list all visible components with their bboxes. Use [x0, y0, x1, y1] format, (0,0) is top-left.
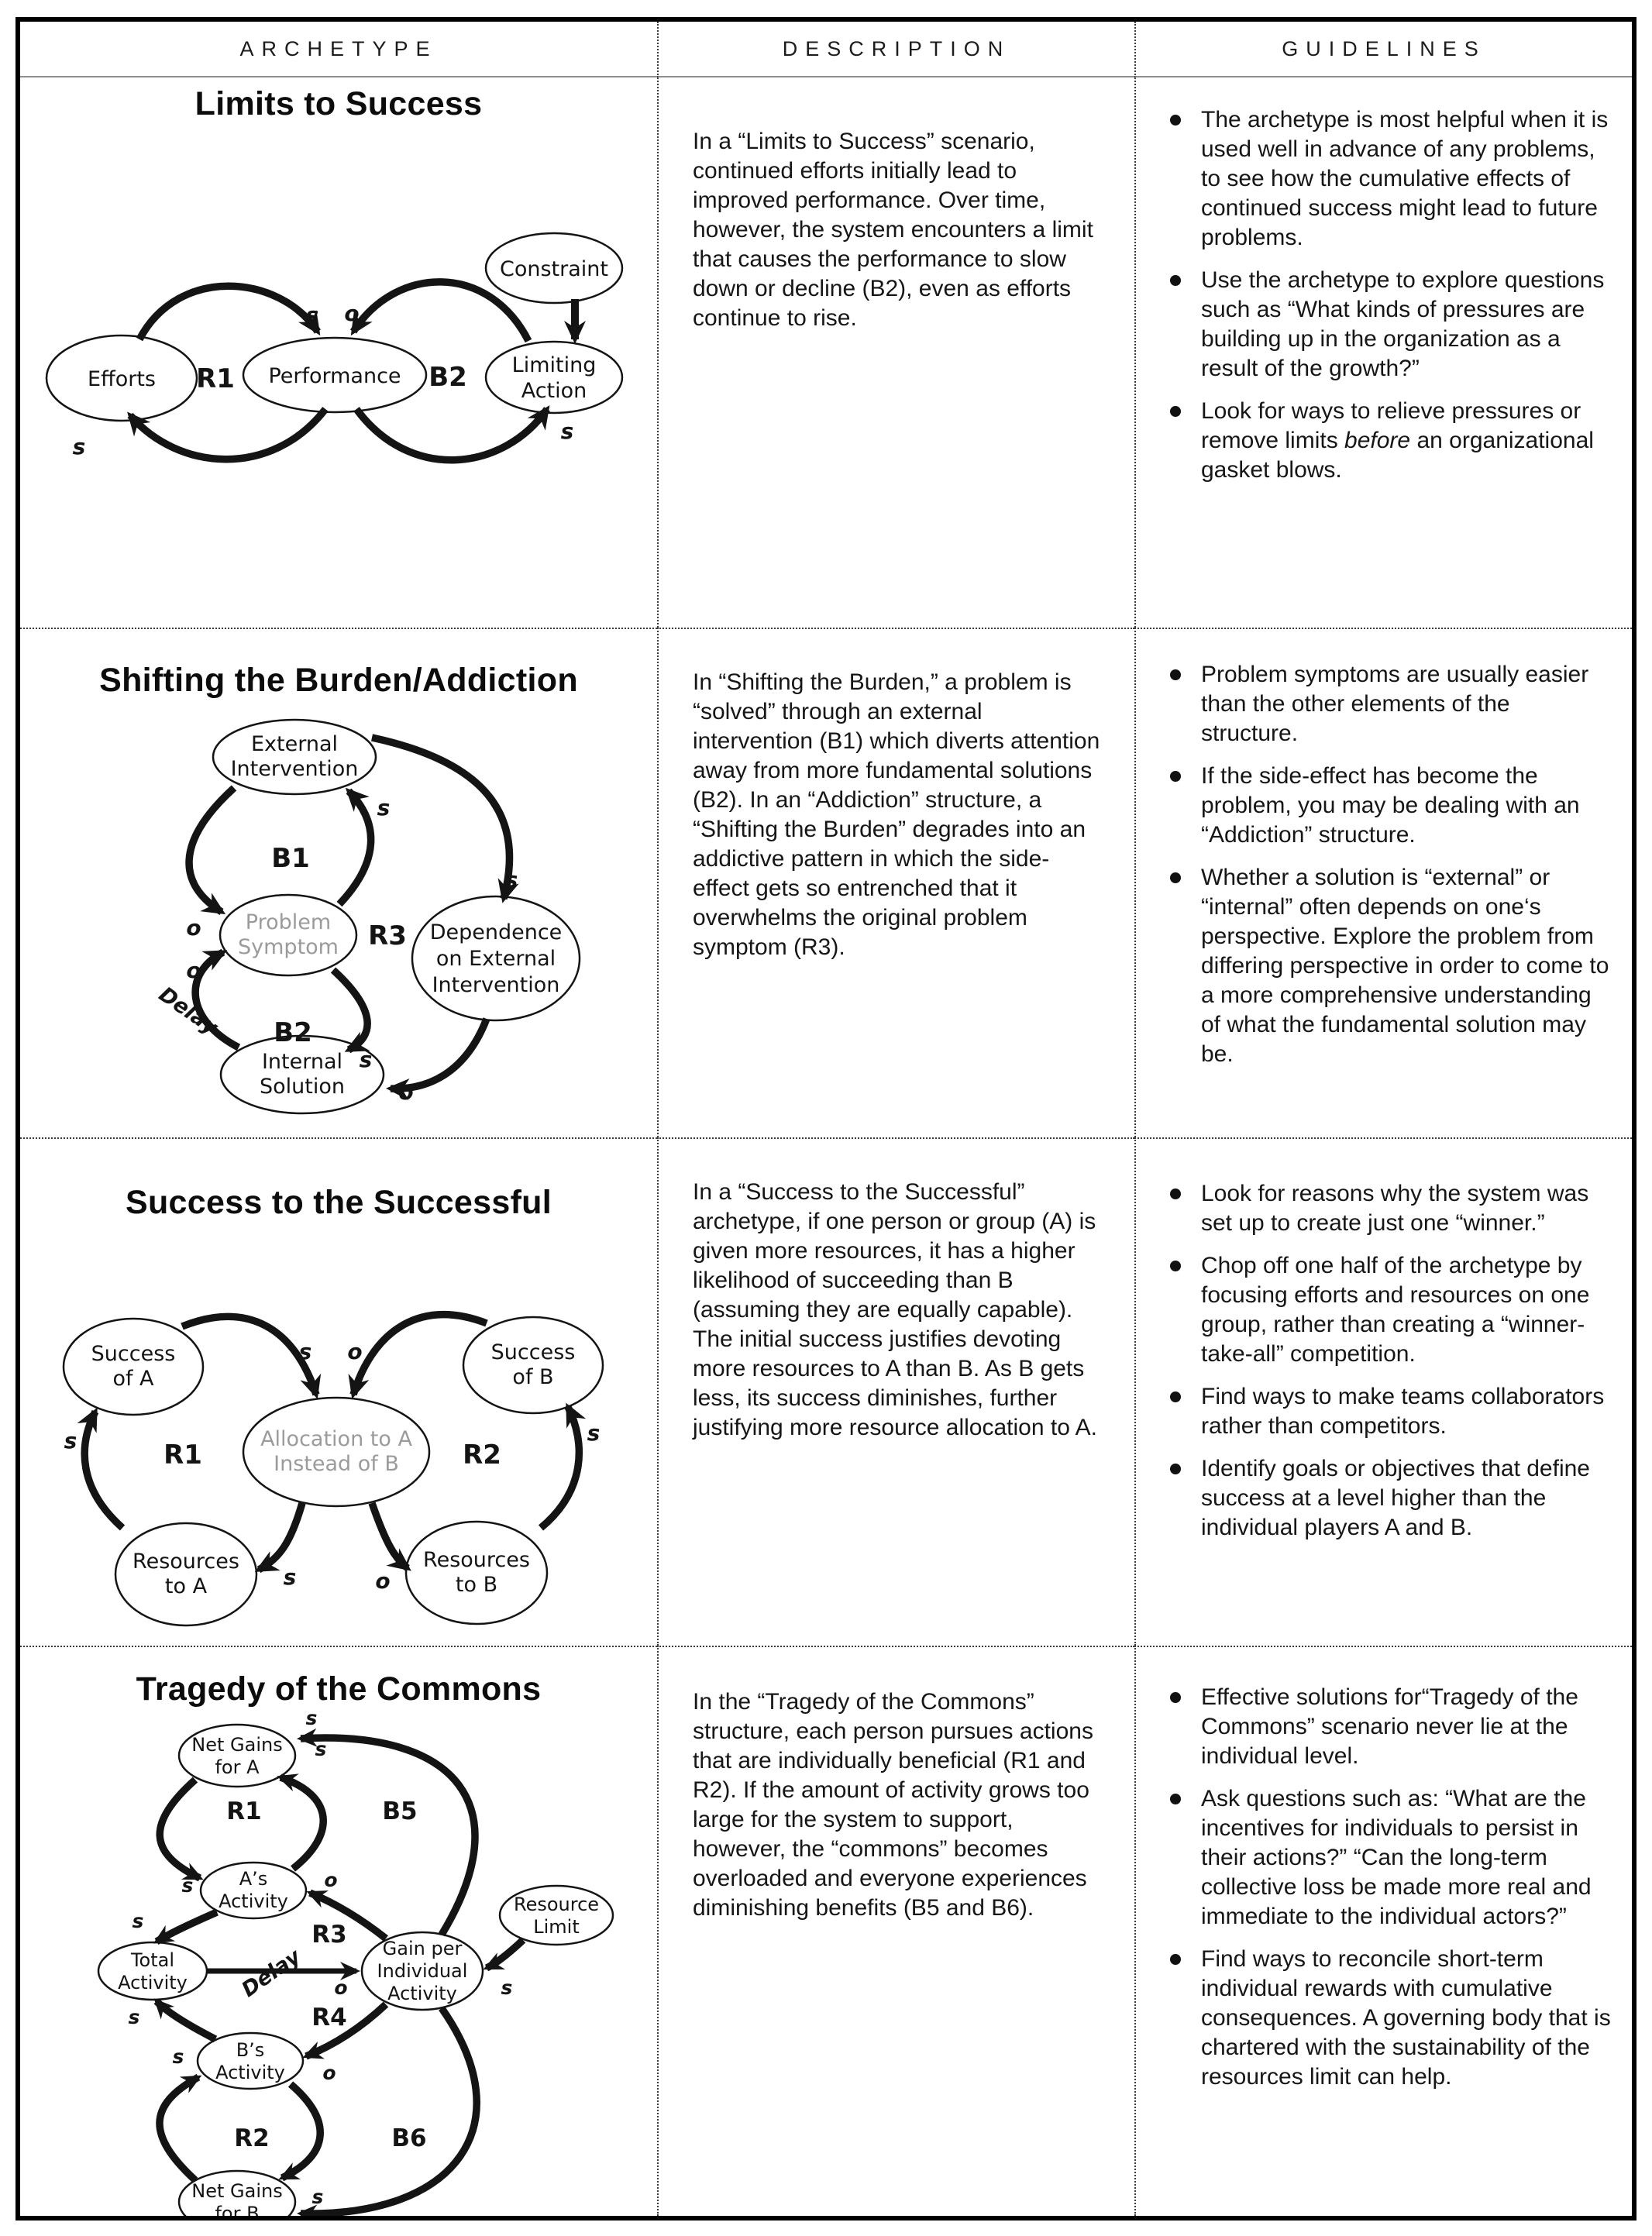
arrow-dependence-internal [391, 1019, 487, 1089]
description-cell-tragedy-of-commons [657, 1646, 1134, 2216]
node-limiting-label-1: Limiting [511, 353, 597, 377]
link-label-s: s [504, 867, 518, 893]
archetype-cell-success-to-successful [20, 1137, 657, 1646]
node-resources-a-label-1: Resources [133, 1550, 239, 1574]
guidelines-list [1165, 105, 1612, 485]
link-label-s: s [64, 1428, 77, 1453]
link-label-s: s [305, 1707, 318, 1729]
node-internal-label-2: Solution [260, 1075, 345, 1099]
guideline-text: Ask questions such as: “What are the incentives for individuals to persist in their actions?” “Can the long-term collective loss be made more real and immediate to the individual actors?” [1201, 1786, 1592, 1929]
diagram-success-to-successful [23, 1303, 651, 1636]
node-allocation-label-1: Allocation to A [260, 1427, 412, 1451]
link-label-o: o [344, 301, 360, 326]
loop-label-r3: R3 [368, 920, 407, 951]
guidelines-cell-tragedy-of-commons [1134, 1646, 1632, 2216]
loop-label-r3: R3 [311, 1921, 347, 1949]
node-problem-label-2: Symptom [238, 935, 339, 959]
archetype-cell-tragedy-of-commons [20, 1646, 657, 2236]
node-dependence-label-2: on External [435, 947, 556, 971]
link-label-o: o [324, 1869, 338, 1891]
loop-label-b2: B2 [428, 362, 467, 393]
loop-label-b5: B5 [382, 1797, 418, 1825]
diagram-shifting-the-burden [31, 718, 651, 1117]
bullet-icon [1170, 1794, 1181, 1804]
description-cell-limits-to-success [657, 77, 1134, 628]
bullet-icon [1170, 872, 1181, 883]
node-resources-b-label-2: to B [455, 1573, 498, 1597]
arrow-bactivity-netb [282, 2084, 320, 2178]
guidelines-list [1165, 1179, 1612, 1543]
guideline-item [1165, 863, 1612, 1069]
guideline-text: The archetype is most helpful when it is used well in advance of any problems, to see how the cumulative effects of continued success might lead to future problems. [1201, 107, 1609, 250]
arrow-successa-allocation [182, 1316, 316, 1395]
guideline-text: Look for ways to relieve pressures or remove limits before an organizational gasket blows. [1201, 398, 1594, 483]
link-label-o: o [186, 915, 201, 941]
description-cell-success-to-successful [657, 1137, 1134, 1646]
node-gain-label-1: Gain per [382, 1938, 463, 1959]
bullet-icon [1170, 1261, 1181, 1271]
arrow-aactivity-total [157, 1912, 217, 1942]
link-label-s: s [501, 1976, 513, 1999]
link-label-o: o [375, 1568, 391, 1594]
loop-label-b1: B1 [271, 843, 310, 874]
arrow-performance-limiting [356, 409, 547, 460]
loop-label-r2: R2 [463, 1440, 501, 1471]
node-resource-label-1: Resource [513, 1894, 600, 1915]
node-net-gains-b-label-1: Net Gains [191, 2180, 283, 2202]
arrow-allocation-resourcesb [372, 1503, 408, 1568]
link-label-s: s [181, 1874, 194, 1897]
node-constraint-label: Constraint [500, 257, 608, 281]
archetype-title: Shifting the Burden/Addiction [99, 662, 578, 699]
node-b-activity-label-2: Activity [215, 2062, 285, 2083]
node-allocation-label-2: Instead of B [274, 1452, 399, 1476]
column-header-guidelines-label: GUIDELINES [1282, 36, 1486, 60]
link-label-o: o [322, 2062, 336, 2084]
guidelines-cell-limits-to-success [1134, 77, 1632, 628]
delay-label: Delay [237, 1944, 305, 2003]
node-a-activity-label-2: Activity [219, 1890, 288, 1912]
arrow-resourcesa-successa [84, 1412, 122, 1528]
delay-label: Delay [154, 982, 222, 1041]
node-problem-label-1: Problem [245, 910, 332, 934]
description-text: In “Shifting the Burden,” a problem is “solved” through an external intervention (B1) which diverts attention away from more fundamental solutions (B2). In an “Addiction” structure, a “Shifting the Burden” degrades into an addictive pattern in which the side-effect gets so entrenched that it overwhelms the original problem symptom (R3). [693, 669, 1100, 960]
arrow-external-dependence [372, 738, 510, 899]
column-header-description-label: DESCRIPTION [782, 36, 1011, 60]
node-total-label-1: Total [130, 1949, 175, 1971]
arrow-aactivity-neta [280, 1777, 323, 1869]
description-text: In the “Tragedy of the Commons” structure, each person pursues actions that are individually beneficial (R1 and R2). If the amount of activity grows too large for the system to support, however, the “commons” becomes overloaded and everyone experiences diminishing benefits (B5 and B6). [693, 1689, 1093, 1921]
column-header-guidelines [1134, 22, 1632, 77]
arrow-problem-external [339, 791, 371, 904]
guideline-text: Find ways to make teams collaborators rather than competitors. [1201, 1384, 1605, 1439]
link-label-o: o [347, 1339, 363, 1364]
guideline-text: Look for reasons why the system was set up to create just one “winner.” [1201, 1181, 1589, 1236]
link-label-s: s [311, 2186, 324, 2208]
loop-label-r1: R1 [226, 1797, 262, 1825]
node-gain-label-2: Individual [377, 1960, 468, 1982]
guideline-item [1165, 1784, 1612, 1932]
node-resources-b-label-1: Resources [423, 1548, 530, 1572]
node-resource-label-2: Limit [533, 1916, 580, 1938]
description-cell-shifting-the-burden [657, 628, 1134, 1137]
guideline-text: If the side-effect has become the problem, you may be dealing with an “Addiction” structure. [1201, 763, 1580, 848]
archetype-title: Limits to Success [194, 85, 483, 122]
guideline-item [1165, 1179, 1612, 1238]
archetype-cell-shifting-the-burden [20, 628, 657, 1137]
arrow-performance-efforts [130, 409, 325, 459]
arrow-efforts-performance [139, 286, 318, 339]
link-label-s: s [377, 795, 391, 820]
node-success-a-label-1: Success [91, 1342, 176, 1366]
arrow-resource-gain [487, 1940, 523, 1968]
link-label-o: o [334, 1976, 348, 1999]
archetype-table [15, 17, 1637, 2236]
node-external-label-1: External [250, 732, 339, 756]
node-net-gains-b-label-2: for B [215, 2203, 260, 2224]
link-label-s: s [359, 1047, 373, 1072]
archetype-cell-limits-to-success [20, 77, 657, 628]
arrow-allocation-resourcesa [259, 1503, 302, 1570]
arrow-resourcesb-successb [541, 1407, 579, 1528]
node-efforts-label: Efforts [88, 367, 156, 391]
node-dependence-label-3: Intervention [432, 973, 560, 997]
guideline-text: Problem symptoms are usually easier than the other elements of the structure. [1201, 662, 1589, 746]
arrow-problem-internal [333, 970, 367, 1050]
loop-label-r1: R1 [196, 363, 235, 394]
column-header-description [657, 22, 1134, 77]
node-internal-label-1: Internal [261, 1050, 343, 1074]
node-success-a-label-2: of A [112, 1367, 154, 1391]
guideline-text: Effective solutions for“Tragedy of the Commons” scenario never lie at the individual level. [1201, 1684, 1578, 1769]
guideline-item [1165, 266, 1612, 384]
link-label-s: s [132, 1910, 144, 1932]
node-b-activity-label-1: B’s [236, 2039, 265, 2061]
column-header-archetype [20, 22, 657, 77]
guideline-text: Identify goals or objectives that define success at a level higher than the individual players A and B. [1201, 1456, 1590, 1540]
node-a-activity-label-1: A’s [239, 1868, 268, 1890]
bullet-icon [1170, 669, 1181, 680]
arrow-bactivity-total [157, 2001, 215, 2039]
guideline-item [1165, 1251, 1612, 1369]
link-label-s: s [172, 2045, 184, 2068]
bullet-icon [1170, 1954, 1181, 1965]
loop-label-b6: B6 [391, 2124, 427, 2152]
bullet-icon [1170, 1189, 1181, 1199]
guideline-text: Chop off one half of the archetype by focusing efforts and resources on one group, rather than creating a “winner-take-all” competition. [1201, 1253, 1590, 1367]
arrow-external-problem [189, 788, 234, 912]
guidelines-list [1165, 1683, 1612, 2092]
node-dependence-label-1: Dependence [429, 920, 563, 944]
guidelines-list [1165, 660, 1612, 1069]
bullet-icon [1170, 771, 1181, 782]
link-label-s: s [128, 2006, 140, 2028]
link-label-s: s [72, 434, 86, 459]
link-label-s: s [587, 1420, 601, 1446]
loop-label-r1: R1 [163, 1440, 202, 1471]
node-performance-label: Performance [268, 364, 401, 388]
node-net-gains-a-label-1: Net Gains [191, 1734, 283, 1756]
guidelines-cell-success-to-successful [1134, 1137, 1632, 1646]
link-label-s: s [315, 1738, 327, 1760]
description-text: In a “Success to the Successful” archetype, if one person or group (A) is given more resources, it has a higher likelihood of succeeding than B (assuming they are equally capable). The initial success justifies devoting more resources to A than B. As B gets less, its success diminishes, further justifying more resource allocation to A. [693, 1179, 1097, 1440]
link-label-s: s [283, 1564, 297, 1590]
arrow-gain-neta [301, 1738, 475, 1935]
diagram-limits-to-success [23, 223, 651, 514]
node-limiting-label-2: Action [521, 379, 587, 403]
column-header-archetype-label: ARCHETYPE [239, 36, 438, 60]
bullet-icon [1170, 1464, 1181, 1474]
bullet-icon [1170, 275, 1181, 286]
link-label-o: o [186, 958, 201, 983]
archetype-title: Success to the Successful [126, 1184, 552, 1221]
link-label-s: s [560, 418, 574, 444]
link-label-s: s [305, 302, 319, 328]
node-external-label-2: Intervention [230, 757, 359, 781]
guideline-item [1165, 397, 1612, 485]
guideline-item [1165, 105, 1612, 253]
node-resources-a-label-2: to A [164, 1574, 208, 1598]
archetype-title: Tragedy of the Commons [136, 1670, 542, 1708]
link-label-o: o [398, 1079, 414, 1105]
node-gain-label-3: Activity [387, 1983, 457, 2004]
guideline-item [1165, 1454, 1612, 1543]
arrow-neta-aactivity [160, 1780, 200, 1878]
node-total-label-2: Activity [118, 1972, 188, 1993]
arrow-gain-netb [301, 2008, 477, 2214]
guidelines-cell-shifting-the-burden [1134, 628, 1632, 1137]
guideline-item [1165, 1683, 1612, 1771]
bullet-icon [1170, 1391, 1181, 1402]
guideline-item [1165, 762, 1612, 850]
description-text: In a “Limits to Success” scenario, continued efforts initially lead to improved performance. Over time, however, the system encounters a limit that causes the performance to slow down or decline (B2), even as efforts continue to rise. [693, 129, 1093, 331]
guideline-text: Use the archetype to explore questions such as “What kinds of pressures are building up in the organization as a result of the growth?” [1201, 267, 1605, 381]
bullet-icon [1170, 1692, 1181, 1703]
bullet-icon [1170, 406, 1181, 417]
node-success-b-label-1: Success [490, 1340, 576, 1364]
node-success-b-label-2: of B [512, 1365, 554, 1389]
loop-label-r4: R4 [311, 2004, 347, 2031]
loop-label-b2: B2 [274, 1017, 312, 1048]
guideline-item [1165, 1382, 1612, 1441]
link-label-s: s [298, 1339, 312, 1364]
diagram-tragedy-of-commons: Net Gains for A A’s Activity Total Activity Gain per Individual Activity Resource Limit B’s Activity Net Gains for B R1 B5 R3 R4 R2 B6 s s s o s o s s s o s s Delay [23, 1706, 651, 2216]
node-net-gains-a-label-2: for A [215, 1756, 260, 1778]
bullet-icon [1170, 115, 1181, 126]
guideline-item [1165, 660, 1612, 748]
arrow-netb-bactivity [160, 2077, 198, 2180]
guideline-text: Find ways to reconcile short-term individual rewards with cumulative consequences. A governing body that is chartered with the sustainability of the resources limit can help. [1201, 1946, 1611, 2090]
loop-label-r2: R2 [234, 2124, 270, 2152]
guideline-text: Whether a solution is “external” or “internal” often depends on one‘s perspective. Explore the problem from differing perspective in order to come to a more comprehensive understanding of what the fundamental solution may be. [1201, 865, 1609, 1067]
guideline-item [1165, 1945, 1612, 2092]
